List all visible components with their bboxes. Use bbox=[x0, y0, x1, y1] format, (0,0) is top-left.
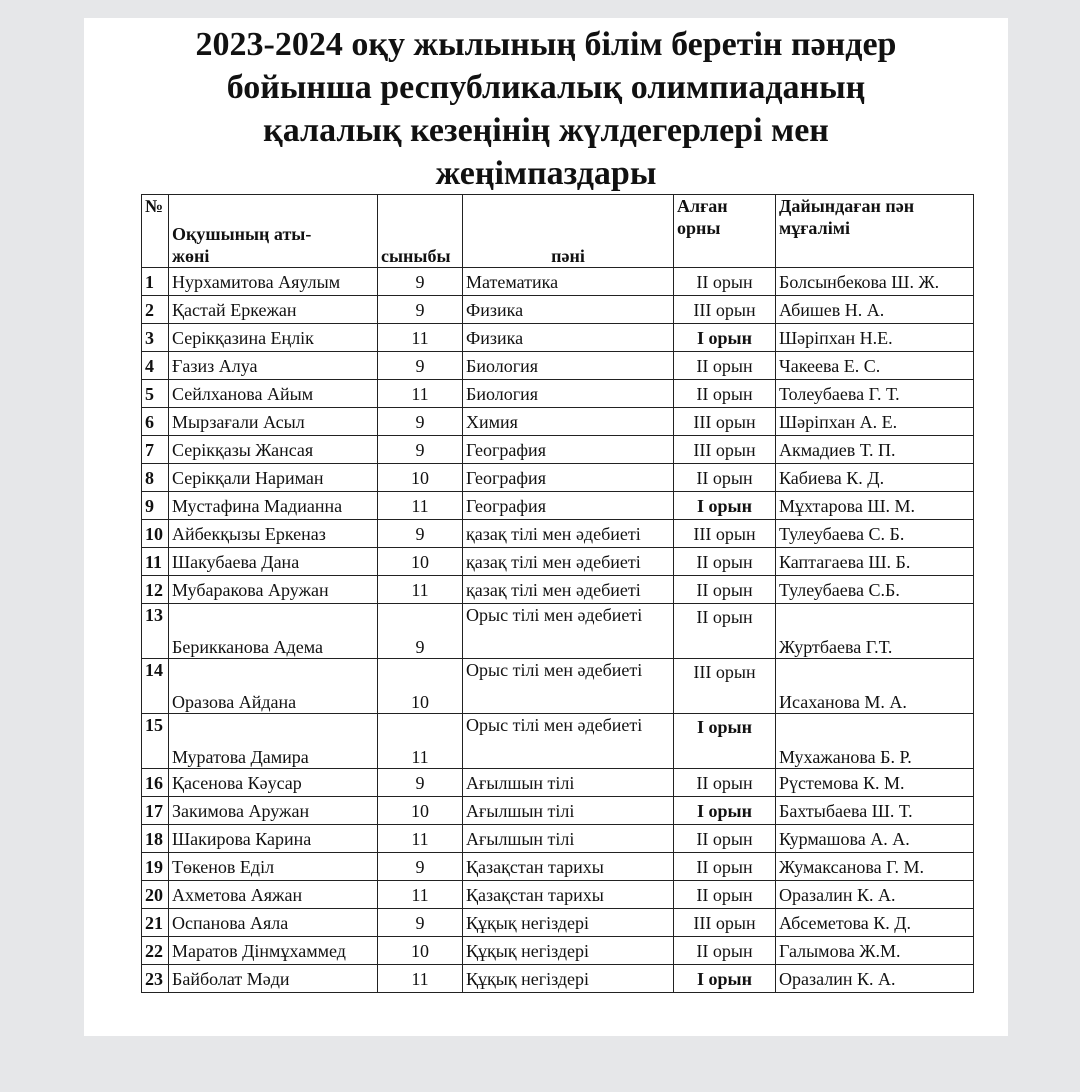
teacher-cell: Мұхтарова Ш. М. bbox=[776, 492, 974, 520]
teacher-cell: Жумаксанова Г. М. bbox=[776, 853, 974, 881]
table-row bbox=[142, 853, 974, 881]
teacher-cell: Галымова Ж.М. bbox=[776, 937, 974, 965]
row-number: 19 bbox=[142, 853, 169, 881]
subject-cell: Биология bbox=[463, 380, 674, 408]
place-cell: III орын bbox=[674, 296, 776, 324]
student-name: Байболат Мәди bbox=[169, 965, 378, 993]
table-row bbox=[142, 576, 974, 604]
grade-cell: 10 bbox=[378, 659, 463, 714]
grade-cell: 11 bbox=[378, 380, 463, 408]
student-name: Шакирова Карина bbox=[169, 825, 378, 853]
header-subject: пәні bbox=[463, 195, 674, 268]
row-number: 3 bbox=[142, 324, 169, 352]
place-cell: I орын bbox=[674, 492, 776, 520]
subject-cell: Математика bbox=[463, 268, 674, 296]
subject-cell: География bbox=[463, 492, 674, 520]
row-number: 2 bbox=[142, 296, 169, 324]
teacher-cell: Курмашова А. А. bbox=[776, 825, 974, 853]
grade-cell: 9 bbox=[378, 352, 463, 380]
subject-cell: Физика bbox=[463, 296, 674, 324]
place-cell: I орын bbox=[674, 714, 776, 769]
table-row bbox=[142, 659, 974, 714]
header-place: Алған орны bbox=[674, 195, 776, 268]
place-cell: II орын bbox=[674, 548, 776, 576]
student-name: Серікқазина Еңлік bbox=[169, 324, 378, 352]
place-cell: II орын bbox=[674, 825, 776, 853]
table-row bbox=[142, 464, 974, 492]
teacher-cell: Рүстемова К. М. bbox=[776, 769, 974, 797]
place-cell: I орын bbox=[674, 324, 776, 352]
document-title bbox=[84, 23, 1008, 195]
place-cell: III орын bbox=[674, 408, 776, 436]
row-number: 14 bbox=[142, 659, 169, 714]
subject-cell: Орыс тілі мен әдебиеті bbox=[463, 659, 674, 714]
title-line-4: жеңімпаздары bbox=[435, 155, 657, 192]
table-row bbox=[142, 797, 974, 825]
subject-cell: Биология bbox=[463, 352, 674, 380]
row-number: 17 bbox=[142, 797, 169, 825]
place-cell: II орын bbox=[674, 937, 776, 965]
place-cell: II орын bbox=[674, 352, 776, 380]
row-number: 18 bbox=[142, 825, 169, 853]
subject-cell: Қазақстан тарихы bbox=[463, 881, 674, 909]
student-name: Мырзағали Асыл bbox=[169, 408, 378, 436]
student-name: Төкенов Еділ bbox=[169, 853, 378, 881]
row-number: 11 bbox=[142, 548, 169, 576]
student-name: Нурхамитова Аяулым bbox=[169, 268, 378, 296]
teacher-cell: Исаханова М. А. bbox=[776, 659, 974, 714]
grade-cell: 11 bbox=[378, 825, 463, 853]
grade-cell: 10 bbox=[378, 797, 463, 825]
grade-cell: 9 bbox=[378, 853, 463, 881]
student-name: Берикканова Адема bbox=[169, 604, 378, 659]
table-row bbox=[142, 714, 974, 769]
grade-cell: 10 bbox=[378, 937, 463, 965]
student-name: Сейлханова Айым bbox=[169, 380, 378, 408]
row-number: 5 bbox=[142, 380, 169, 408]
table-row bbox=[142, 965, 974, 993]
teacher-cell: Абсеметова К. Д. bbox=[776, 909, 974, 937]
row-number: 9 bbox=[142, 492, 169, 520]
table-row bbox=[142, 352, 974, 380]
row-number: 1 bbox=[142, 268, 169, 296]
student-name: Айбекқызы Еркеназ bbox=[169, 520, 378, 548]
header-number: № bbox=[142, 195, 169, 268]
grade-cell: 11 bbox=[378, 576, 463, 604]
student-name: Маратов Дінмұхаммед bbox=[169, 937, 378, 965]
header-student-name: Оқушының аты-жөні bbox=[169, 195, 378, 268]
place-cell: I орын bbox=[674, 965, 776, 993]
place-cell: II орын bbox=[674, 853, 776, 881]
row-number: 4 bbox=[142, 352, 169, 380]
place-cell: II орын bbox=[674, 769, 776, 797]
subject-cell: Химия bbox=[463, 408, 674, 436]
row-number: 13 bbox=[142, 604, 169, 659]
grade-cell: 9 bbox=[378, 604, 463, 659]
subject-cell: Құқық негіздері bbox=[463, 937, 674, 965]
subject-cell: Құқық негіздері bbox=[463, 965, 674, 993]
grade-cell: 9 bbox=[378, 296, 463, 324]
table-row bbox=[142, 436, 974, 464]
teacher-cell: Оразалин К. А. bbox=[776, 965, 974, 993]
subject-cell: қазақ тілі мен әдебиеті bbox=[463, 548, 674, 576]
grade-cell: 11 bbox=[378, 965, 463, 993]
table-row bbox=[142, 909, 974, 937]
grade-cell: 9 bbox=[378, 909, 463, 937]
grade-cell: 9 bbox=[378, 408, 463, 436]
document-sheet bbox=[84, 18, 1008, 1036]
table-row bbox=[142, 492, 974, 520]
place-cell: II орын bbox=[674, 464, 776, 492]
place-cell: II орын bbox=[674, 604, 776, 659]
student-name: Муратова Дамира bbox=[169, 714, 378, 769]
grade-cell: 9 bbox=[378, 769, 463, 797]
table-row bbox=[142, 548, 974, 576]
teacher-cell: Тулеубаева С.Б. bbox=[776, 576, 974, 604]
teacher-cell: Журтбаева Г.Т. bbox=[776, 604, 974, 659]
teacher-cell: Шәріпхан Н.Е. bbox=[776, 324, 974, 352]
place-cell: II орын bbox=[674, 380, 776, 408]
place-cell: II орын bbox=[674, 576, 776, 604]
teacher-cell: Акмадиев Т. П. bbox=[776, 436, 974, 464]
table-row bbox=[142, 324, 974, 352]
subject-cell: қазақ тілі мен әдебиеті bbox=[463, 520, 674, 548]
place-cell: III орын bbox=[674, 436, 776, 464]
student-name: Мустафина Мадианна bbox=[169, 492, 378, 520]
teacher-cell: Оразалин К. А. bbox=[776, 881, 974, 909]
student-name: Қасенова Кәусар bbox=[169, 769, 378, 797]
grade-cell: 11 bbox=[378, 714, 463, 769]
place-cell: I орын bbox=[674, 797, 776, 825]
table-row bbox=[142, 268, 974, 296]
teacher-cell: Шәріпхан А. Е. bbox=[776, 408, 974, 436]
student-name: Шакубаева Дана bbox=[169, 548, 378, 576]
table-row bbox=[142, 380, 974, 408]
subject-cell: Орыс тілі мен әдебиеті bbox=[463, 604, 674, 659]
table-row bbox=[142, 296, 974, 324]
teacher-cell: Кабиева К. Д. bbox=[776, 464, 974, 492]
row-number: 7 bbox=[142, 436, 169, 464]
place-cell: II орын bbox=[674, 268, 776, 296]
title-line-2: бойынша республикалық олимпиаданың bbox=[226, 69, 866, 106]
table-body bbox=[142, 268, 974, 993]
table-row bbox=[142, 520, 974, 548]
row-number: 21 bbox=[142, 909, 169, 937]
grade-cell: 9 bbox=[378, 520, 463, 548]
subject-cell: Физика bbox=[463, 324, 674, 352]
grade-cell: 11 bbox=[378, 492, 463, 520]
subject-cell: Қазақстан тарихы bbox=[463, 853, 674, 881]
grade-cell: 10 bbox=[378, 464, 463, 492]
student-name: Оспанова Аяла bbox=[169, 909, 378, 937]
student-name: Қастай Еркежан bbox=[169, 296, 378, 324]
subject-cell: География bbox=[463, 436, 674, 464]
grade-cell: 10 bbox=[378, 548, 463, 576]
row-number: 12 bbox=[142, 576, 169, 604]
title-line-1: 2023-2024 оқу жылының білім беретін пәндер bbox=[195, 26, 897, 63]
table-row bbox=[142, 604, 974, 659]
subject-cell: Ағылшын тілі bbox=[463, 797, 674, 825]
subject-cell: Құқық негіздері bbox=[463, 909, 674, 937]
row-number: 16 bbox=[142, 769, 169, 797]
grade-cell: 11 bbox=[378, 881, 463, 909]
teacher-cell: Чакеева Е. С. bbox=[776, 352, 974, 380]
table-row bbox=[142, 408, 974, 436]
table-row bbox=[142, 937, 974, 965]
teacher-cell: Мухажанова Б. Р. bbox=[776, 714, 974, 769]
teacher-cell: Толеубаева Г. Т. bbox=[776, 380, 974, 408]
table-row bbox=[142, 769, 974, 797]
subject-cell: Ағылшын тілі bbox=[463, 769, 674, 797]
row-number: 6 bbox=[142, 408, 169, 436]
results-table bbox=[141, 194, 974, 993]
header-teacher: Дайындаған пән мұғалімі bbox=[776, 195, 974, 268]
student-name: Ғазиз Алуа bbox=[169, 352, 378, 380]
grade-cell: 9 bbox=[378, 436, 463, 464]
row-number: 23 bbox=[142, 965, 169, 993]
student-name: Ахметова Аяжан bbox=[169, 881, 378, 909]
teacher-cell: Абишев Н. А. bbox=[776, 296, 974, 324]
student-name: Оразова Айдана bbox=[169, 659, 378, 714]
place-cell: III орын bbox=[674, 909, 776, 937]
subject-cell: Орыс тілі мен әдебиеті bbox=[463, 714, 674, 769]
row-number: 8 bbox=[142, 464, 169, 492]
place-cell: III орын bbox=[674, 659, 776, 714]
row-number: 10 bbox=[142, 520, 169, 548]
row-number: 15 bbox=[142, 714, 169, 769]
grade-cell: 9 bbox=[378, 268, 463, 296]
row-number: 20 bbox=[142, 881, 169, 909]
teacher-cell: Тулеубаева С. Б. bbox=[776, 520, 974, 548]
table-header-row bbox=[142, 195, 974, 268]
place-cell: III орын bbox=[674, 520, 776, 548]
subject-cell: қазақ тілі мен әдебиеті bbox=[463, 576, 674, 604]
teacher-cell: Бахтыбаева Ш. Т. bbox=[776, 797, 974, 825]
header-grade: сыныбы bbox=[378, 195, 463, 268]
teacher-cell: Болсынбекова Ш. Ж. bbox=[776, 268, 974, 296]
table-row bbox=[142, 825, 974, 853]
student-name: Серікқали Нариман bbox=[169, 464, 378, 492]
teacher-cell: Каптагаева Ш. Б. bbox=[776, 548, 974, 576]
row-number: 22 bbox=[142, 937, 169, 965]
grade-cell: 11 bbox=[378, 324, 463, 352]
place-cell: II орын bbox=[674, 881, 776, 909]
title-line-3: қалалық кезеңінің жүлдегерлері мен bbox=[263, 112, 829, 149]
subject-cell: География bbox=[463, 464, 674, 492]
table-row bbox=[142, 881, 974, 909]
subject-cell: Ағылшын тілі bbox=[463, 825, 674, 853]
student-name: Закимова Аружан bbox=[169, 797, 378, 825]
student-name: Серікқазы Жансая bbox=[169, 436, 378, 464]
student-name: Мубаракова Аружан bbox=[169, 576, 378, 604]
